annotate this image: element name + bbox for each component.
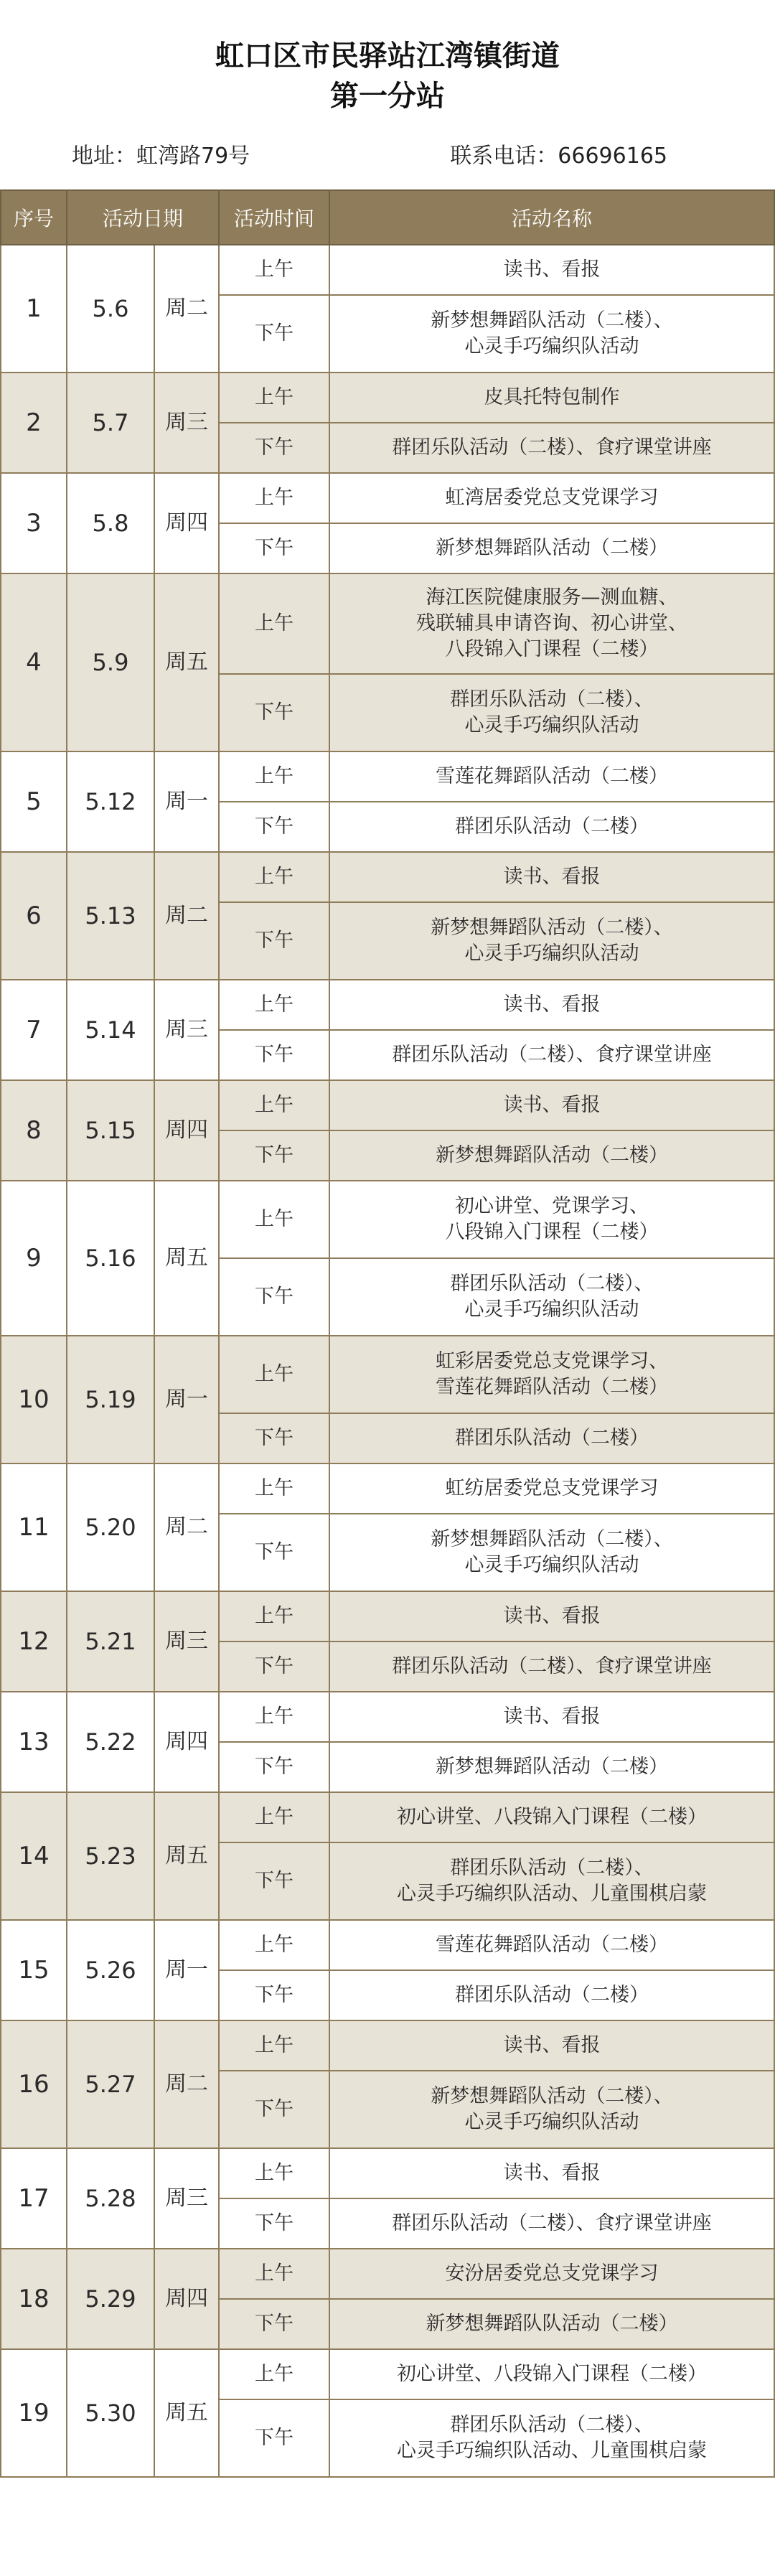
row-activity-pm: 新梦想舞蹈队活动（二楼） (329, 523, 774, 573)
table-row (1, 2148, 774, 2198)
row-date: 5.23 (67, 1792, 154, 1920)
row-date: 5.8 (67, 473, 154, 573)
table-row (1, 245, 774, 295)
row-activity-am: 读书、看报 (329, 245, 774, 295)
row-time-pm: 下午 (219, 1842, 329, 1920)
table-row (1, 2249, 774, 2299)
row-date: 5.15 (67, 1080, 154, 1181)
row-weekday: 周一 (154, 751, 219, 852)
row-activity-am: 虹彩居委党总支党课学习、 雪莲花舞蹈队活动（二楼） (329, 1336, 774, 1413)
row-activity-am: 读书、看报 (329, 1591, 774, 1641)
row-time-pm: 下午 (219, 1970, 329, 2020)
row-date: 5.6 (67, 245, 154, 373)
row-time-am: 上午 (219, 1692, 329, 1742)
table-row (1, 373, 774, 423)
schedule-table (0, 189, 775, 2478)
row-activity-am: 安汾居委党总支党课学习 (329, 2249, 774, 2299)
page-subtitle: 第一分站 (330, 80, 445, 113)
row-activity-am: 海江医院健康服务—测血糖、 残联辅具申请咨询、初心讲堂、 八段锦入门课程（二楼） (329, 573, 774, 674)
row-weekday: 周三 (154, 373, 219, 473)
row-time-am: 上午 (219, 2349, 329, 2399)
phone-text: 联系电话：66696165 (450, 144, 667, 169)
row-index: 2 (1, 373, 67, 473)
row-activity-pm: 群团乐队活动（二楼）、 心灵手巧编织队活动 (329, 674, 774, 751)
row-date: 5.26 (67, 1920, 154, 2020)
row-index: 13 (1, 1692, 67, 1792)
row-time-pm: 下午 (219, 1130, 329, 1181)
row-activity-pm: 群团乐队活动（二楼） (329, 1970, 774, 2020)
row-time-am: 上午 (219, 1920, 329, 1970)
row-weekday: 周二 (154, 1463, 219, 1591)
row-index: 9 (1, 1181, 67, 1336)
row-time-am: 上午 (219, 980, 329, 1030)
row-time-am: 上午 (219, 1591, 329, 1641)
row-date: 5.27 (67, 2020, 154, 2148)
row-time-am: 上午 (219, 1080, 329, 1130)
row-time-pm: 下午 (219, 1514, 329, 1591)
table-row (1, 573, 774, 674)
table-row (1, 980, 774, 1030)
row-date: 5.22 (67, 1692, 154, 1792)
header-index: 序号 (1, 190, 67, 245)
row-index: 15 (1, 1920, 67, 2020)
row-time-pm: 下午 (219, 2071, 329, 2148)
row-weekday: 周一 (154, 1336, 219, 1463)
row-time-pm: 下午 (219, 674, 329, 751)
table-row (1, 1463, 774, 1514)
row-time-pm: 下午 (219, 2399, 329, 2477)
table-row (1, 1336, 774, 1413)
schedule-body (1, 245, 774, 2477)
table-row (1, 2020, 774, 2071)
row-time-pm: 下午 (219, 1030, 329, 1080)
row-activity-pm: 群团乐队活动（二楼）、食疗课堂讲座 (329, 1641, 774, 1692)
row-index: 3 (1, 473, 67, 573)
row-time-am: 上午 (219, 2148, 329, 2198)
row-weekday: 周五 (154, 1792, 219, 1920)
row-time-pm: 下午 (219, 802, 329, 852)
row-time-am: 上午 (219, 2020, 329, 2071)
row-activity-pm: 群团乐队活动（二楼）、 心灵手巧编织队活动、儿童围棋启蒙 (329, 1842, 774, 1920)
row-date: 5.13 (67, 852, 154, 980)
row-activity-am: 读书、看报 (329, 1080, 774, 1130)
table-row (1, 1920, 774, 1970)
row-index: 10 (1, 1336, 67, 1463)
table-header-row (1, 190, 774, 245)
row-time-am: 上午 (219, 373, 329, 423)
table-row (1, 1792, 774, 1842)
row-index: 4 (1, 573, 67, 751)
header-activity: 活动名称 (329, 190, 774, 245)
row-index: 16 (1, 2020, 67, 2148)
table-row (1, 751, 774, 802)
row-index: 5 (1, 751, 67, 852)
row-index: 8 (1, 1080, 67, 1181)
row-index: 11 (1, 1463, 67, 1591)
row-time-am: 上午 (219, 1463, 329, 1514)
row-time-pm: 下午 (219, 523, 329, 573)
row-activity-pm: 群团乐队活动（二楼）、食疗课堂讲座 (329, 423, 774, 473)
row-date: 5.19 (67, 1336, 154, 1463)
row-index: 19 (1, 2349, 67, 2477)
row-time-pm: 下午 (219, 2198, 329, 2249)
row-activity-pm: 新梦想舞蹈队活动（二楼） (329, 1742, 774, 1792)
row-activity-am: 虹湾居委党总支党课学习 (329, 473, 774, 523)
row-index: 1 (1, 245, 67, 373)
row-weekday: 周二 (154, 852, 219, 980)
row-time-am: 上午 (219, 1336, 329, 1413)
row-activity-am: 读书、看报 (329, 852, 774, 902)
row-activity-am: 皮具托特包制作 (329, 373, 774, 423)
row-time-am: 上午 (219, 1181, 329, 1258)
header-date: 活动日期 (67, 190, 219, 245)
row-time-pm: 下午 (219, 295, 329, 373)
row-time-am: 上午 (219, 1792, 329, 1842)
row-weekday: 周五 (154, 1181, 219, 1336)
row-date: 5.29 (67, 2249, 154, 2349)
row-activity-pm: 群团乐队活动（二楼）、食疗课堂讲座 (329, 2198, 774, 2249)
row-date: 5.30 (67, 2349, 154, 2477)
page-title: 虹口区市民驿站江湾镇街道 (215, 39, 560, 72)
row-date: 5.14 (67, 980, 154, 1080)
row-date: 5.9 (67, 573, 154, 751)
row-index: 17 (1, 2148, 67, 2249)
row-weekday: 周五 (154, 2349, 219, 2477)
row-activity-pm: 新梦想舞蹈队活动（二楼）、 心灵手巧编织队活动 (329, 902, 774, 980)
row-weekday: 周三 (154, 980, 219, 1080)
row-weekday: 周四 (154, 2249, 219, 2349)
row-weekday: 周一 (154, 1920, 219, 2020)
row-activity-pm: 群团乐队活动（二楼） (329, 1413, 774, 1463)
row-weekday: 周四 (154, 473, 219, 573)
row-time-am: 上午 (219, 852, 329, 902)
row-time-pm: 下午 (219, 1641, 329, 1692)
row-time-pm: 下午 (219, 1413, 329, 1463)
row-weekday: 周二 (154, 2020, 219, 2148)
row-weekday: 周三 (154, 1591, 219, 1692)
row-time-pm: 下午 (219, 1258, 329, 1336)
row-index: 14 (1, 1792, 67, 1920)
row-activity-am: 初心讲堂、党课学习、 八段锦入门课程（二楼） (329, 1181, 774, 1258)
row-date: 5.12 (67, 751, 154, 852)
row-activity-am: 读书、看报 (329, 1692, 774, 1742)
row-date: 5.7 (67, 373, 154, 473)
row-activity-pm: 群团乐队活动（二楼） (329, 802, 774, 852)
row-activity-am: 读书、看报 (329, 2148, 774, 2198)
row-weekday: 周三 (154, 2148, 219, 2249)
address-text: 地址：虹湾路79号 (72, 144, 250, 169)
row-time-am: 上午 (219, 751, 329, 802)
row-activity-pm: 新梦想舞蹈队活动（二楼） (329, 1130, 774, 1181)
table-row (1, 2349, 774, 2399)
table-row (1, 1080, 774, 1130)
row-time-am: 上午 (219, 2249, 329, 2299)
row-weekday: 周二 (154, 245, 219, 373)
table-row (1, 1591, 774, 1641)
row-date: 5.20 (67, 1463, 154, 1591)
row-activity-pm: 新梦想舞蹈队队活动（二楼） (329, 2299, 774, 2349)
row-time-pm: 下午 (219, 423, 329, 473)
row-time-pm: 下午 (219, 902, 329, 980)
row-weekday: 周四 (154, 1080, 219, 1181)
row-time-am: 上午 (219, 473, 329, 523)
row-time-pm: 下午 (219, 1742, 329, 1792)
row-weekday: 周四 (154, 1692, 219, 1792)
row-date: 5.21 (67, 1591, 154, 1692)
row-activity-pm: 群团乐队活动（二楼）、食疗课堂讲座 (329, 1030, 774, 1080)
row-time-pm: 下午 (219, 2299, 329, 2349)
row-time-am: 上午 (219, 573, 329, 674)
header-time: 活动时间 (219, 190, 329, 245)
table-row (1, 852, 774, 902)
row-activity-pm: 新梦想舞蹈队活动（二楼）、 心灵手巧编织队活动 (329, 2071, 774, 2148)
contact-info (0, 116, 775, 195)
row-activity-am: 雪莲花舞蹈队活动（二楼） (329, 751, 774, 802)
row-activity-am: 虹纺居委党总支党课学习 (329, 1463, 774, 1514)
table-row (1, 1692, 774, 1742)
row-activity-pm: 群团乐队活动（二楼）、 心灵手巧编织队活动 (329, 1258, 774, 1336)
row-date: 5.16 (67, 1181, 154, 1336)
row-activity-am: 雪莲花舞蹈队活动（二楼） (329, 1920, 774, 1970)
row-index: 18 (1, 2249, 67, 2349)
row-index: 12 (1, 1591, 67, 1692)
row-activity-am: 读书、看报 (329, 2020, 774, 2071)
row-activity-am: 读书、看报 (329, 980, 774, 1030)
table-row (1, 473, 774, 523)
row-activity-pm: 新梦想舞蹈队活动（二楼）、 心灵手巧编织队活动 (329, 295, 774, 373)
row-index: 6 (1, 852, 67, 980)
row-time-am: 上午 (219, 245, 329, 295)
table-row (1, 1181, 774, 1258)
row-activity-am: 初心讲堂、八段锦入门课程（二楼） (329, 2349, 774, 2399)
row-index: 7 (1, 980, 67, 1080)
row-weekday: 周五 (154, 573, 219, 751)
row-activity-pm: 群团乐队活动（二楼）、 心灵手巧编织队活动、儿童围棋启蒙 (329, 2399, 774, 2477)
row-date: 5.28 (67, 2148, 154, 2249)
row-activity-pm: 新梦想舞蹈队活动（二楼）、 心灵手巧编织队活动 (329, 1514, 774, 1591)
row-activity-am: 初心讲堂、八段锦入门课程（二楼） (329, 1792, 774, 1842)
